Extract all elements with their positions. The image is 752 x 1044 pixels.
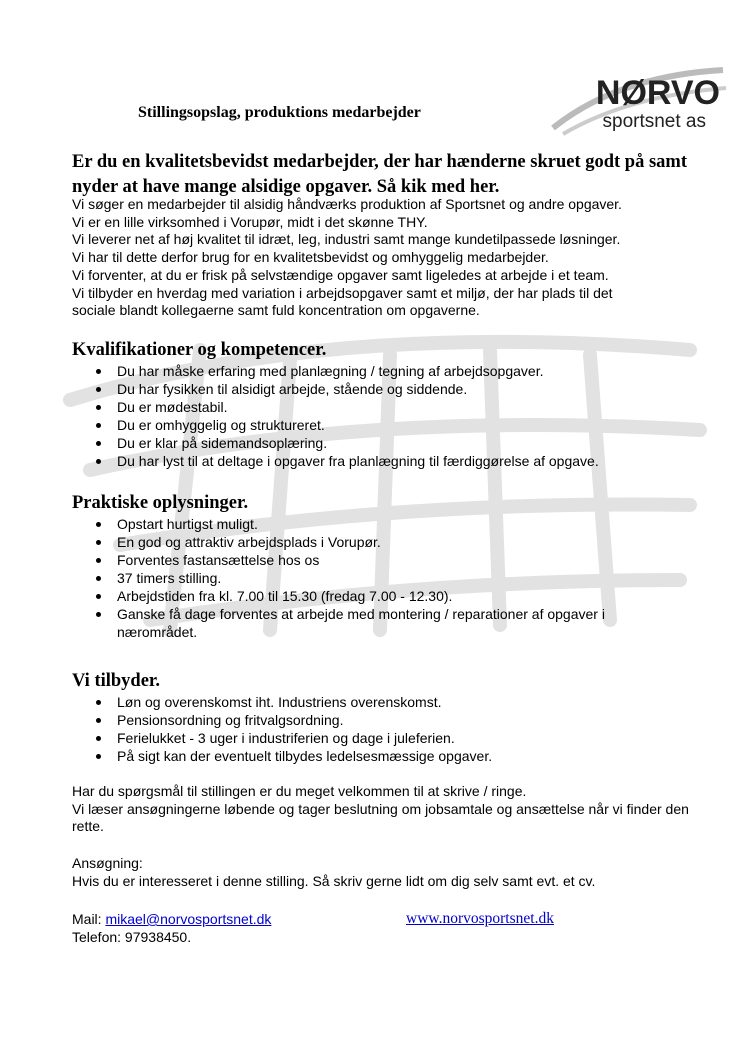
logo-subtitle: sportsnet as xyxy=(602,111,706,132)
practical-list xyxy=(72,515,712,641)
list-item: Du har lyst til at deltage i opgaver fra planlægning til færdiggørelse af opgave. xyxy=(72,452,712,470)
application-label: Ansøgning: xyxy=(72,855,143,871)
list-item: En god og attraktiv arbejdsplads i Vorupør. xyxy=(72,533,712,551)
offer-heading: Vi tilbyder. xyxy=(72,671,161,691)
intro-heading: Er du en kvalitetsbevidst medarbejder, der har hænderne skruet godt på samt nyder at have mange alsidige opgaver. Så kik med her. xyxy=(72,152,687,197)
logo-brand: NØRVO xyxy=(595,74,720,112)
list-item: Du har måske erfaring med planlægning / tegning af arbejdsopgaver. xyxy=(72,362,712,380)
contact-block xyxy=(72,911,712,946)
intro-line: Vi er en lille virksomhed i Vorupør, midt i det skønne THY. xyxy=(72,213,428,230)
phone-line: Telefon: 97938450. xyxy=(72,928,192,945)
page-title: Stillingsopslag, produktions medarbejder xyxy=(138,104,421,121)
list-item: Arbejdstiden fra kl. 7.00 til 15.30 (fredag 7.00 - 12.30). xyxy=(72,587,712,605)
mail-link[interactable]: mikael@norvosportsnet.dk xyxy=(105,911,272,927)
intro-text xyxy=(72,196,722,320)
application-text: Hvis du er interesseret i denne stilling. Så skriv gerne lidt om dig selv samt evt. et cv. xyxy=(72,872,596,889)
offer-list xyxy=(72,693,712,765)
intro-line: Vi forventer, at du er frisk på selvstændige opgaver samt ligeledes at arbejde i et team. xyxy=(72,266,609,283)
list-item: Du er omhyggelig og struktureret. xyxy=(72,416,712,434)
list-item: Ferielukket - 3 uger i industriferien og dage i juleferien. xyxy=(72,729,712,747)
intro-line: Vi leverer net af høj kvalitet til idræt, leg, industri samt mange kundetilpassede løsninger. xyxy=(72,231,621,248)
qualifications-list xyxy=(72,362,712,470)
list-item: Du har fysikken til alsidigt arbejde, stående og siddende. xyxy=(72,380,712,398)
questions-line: Vi læser ansøgningerne løbende og tager beslutning om jobsamtale og ansættelse når vi finder den rette. xyxy=(72,800,689,834)
mail-label: Mail: xyxy=(72,911,106,927)
list-item: Du er mødestabil. xyxy=(72,398,712,416)
practical-heading: Praktiske oplysninger. xyxy=(72,493,249,513)
list-item: Forventes fastansættelse hos os xyxy=(72,551,712,569)
questions-paragraph xyxy=(72,783,692,836)
intro-line: Vi tilbyder en hverdag med variation i arbejdsopgaver samt et miljø, der har plads til det xyxy=(72,284,613,301)
list-item: Løn og overenskomst iht. Industriens overenskomst. xyxy=(72,693,712,711)
company-logo xyxy=(548,66,728,138)
qualifications-heading: Kvalifikationer og kompetencer. xyxy=(72,340,327,360)
intro-line: Vi søger en medarbejder til alsidig håndværks produktion af Sportsnet og andre opgaver. xyxy=(72,196,622,212)
mail-line xyxy=(72,911,712,929)
list-item: Du er klar på sidemandsoplæring. xyxy=(72,434,712,452)
list-item: Opstart hurtigst muligt. xyxy=(72,515,712,533)
website-link[interactable]: www.norvosportsnet.dk xyxy=(406,910,554,927)
intro-line: Vi har til dette derfor brug for en kvalitetsbevidst og omhyggelig medarbejder. xyxy=(72,249,549,266)
questions-line: Har du spørgsmål til stillingen er du meget velkommen til at skrive / ringe. xyxy=(72,783,527,799)
list-item: Pensionsordning og fritvalgsordning. xyxy=(72,711,712,729)
list-item: På sigt kan der eventuelt tilbydes ledelsesmæssige opgaver. xyxy=(72,747,712,765)
intro-line: sociale blandt kollegaerne samt fuld koncentration om opgaverne. xyxy=(72,302,480,319)
list-item: 37 timers stilling. xyxy=(72,569,712,587)
application-paragraph xyxy=(72,855,712,890)
list-item: Ganske få dage forventes at arbejde med montering / reparationer af opgaver i nærområdet. xyxy=(72,605,712,641)
